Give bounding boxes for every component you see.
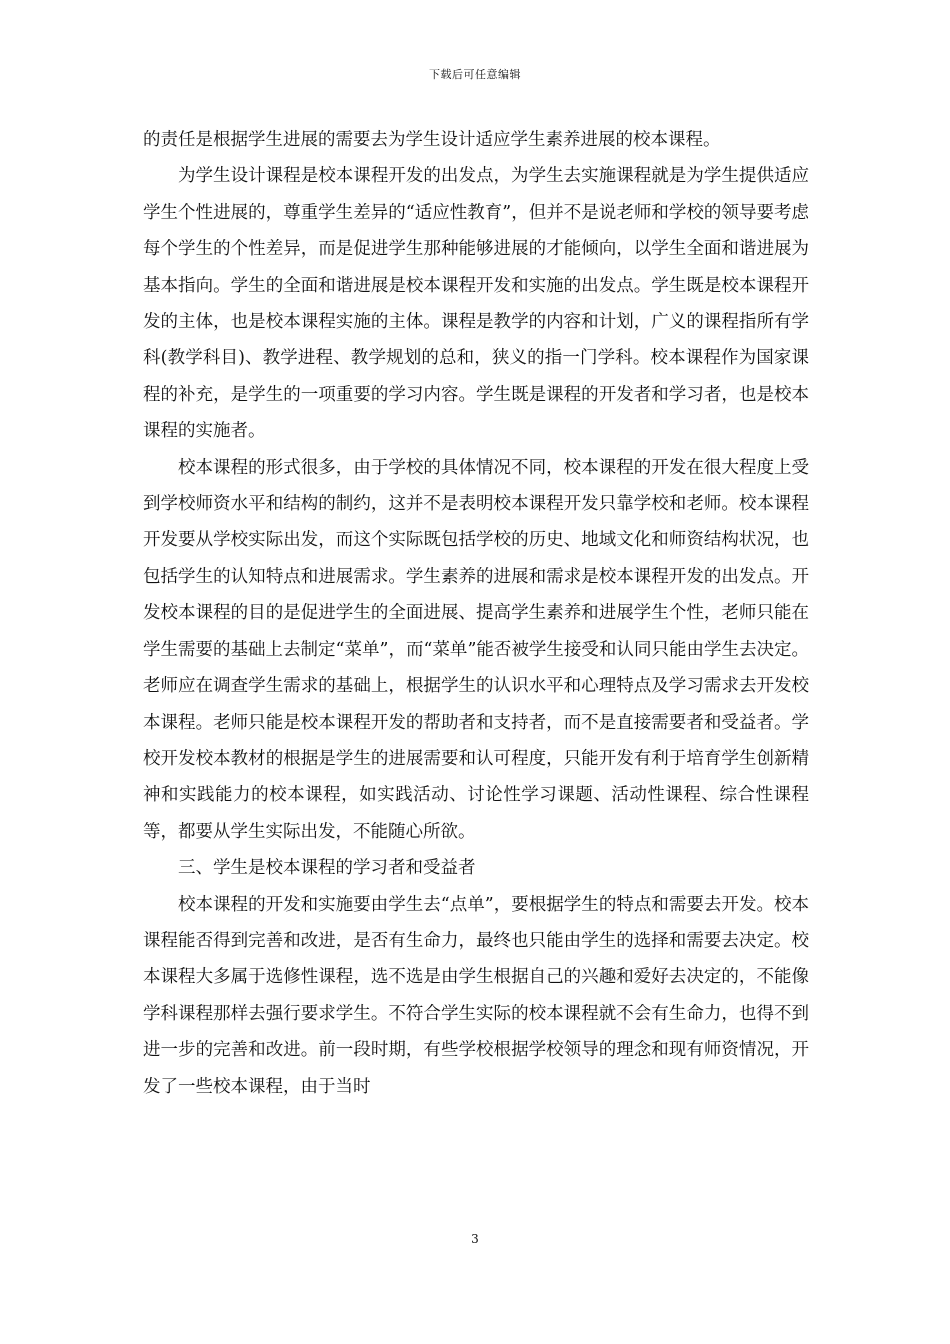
paragraph-4: 校本课程的开发和实施要由学生去“点单”，要根据学生的特点和需要去开发。校本课程能否得到完善和改进，是否有生命力，最终也只能由学生的选择和需要去决定。校本课程大多属于选修性课程，选不选是由学生根据自己的兴趣和爱好去决定的，不能像学科课程那样去强行要求学生。不符合学生实际的校本课程就不会有生命力，也得不到进一步的完善和改进。前一段时期，有些学校根据学校领导的理念和现有师资情况，开发了一些校本课程，由于当时 [143, 894, 809, 1097]
document-body [143, 122, 809, 1105]
paragraph-2: 为学生设计课程是校本课程开发的出发点，为学生去实施课程就是为学生提供适应学生个性进展的，尊重学生差异的“适应性教育”，但并不是说老师和学校的领导要考虑每个学生的个性差异，而是促进学生那种能够进展的才能倾向，以学生全面和谐进展为基本指向。学生的全面和谐进展是校本课程开发和实施的出发点。学生既是校本课程开发的主体，也是校本课程实施的主体。课程是教学的内容和计划，广义的课程指所有学科(教学科目)、教学进程、教学规划的总和，狭义的指一门学科。校本课程作为国家课程的补充，是学生的一项重要的学习内容。学生既是课程的开发者和学习者，也是校本课程的实施者。 [143, 166, 809, 442]
page-number: 3 [471, 1232, 479, 1246]
paragraph-1: 的责任是根据学生进展的需要去为学生设计适应学生素养进展的校本课程。 [143, 130, 721, 150]
page-header: 下载后可任意编辑 [429, 68, 521, 81]
paragraph-3: 校本课程的形式很多，由于学校的具体情况不同，校本课程的开发在很大程度上受到学校师资水平和结构的制约，这并不是表明校本课程开发只靠学校和老师。校本课程开发要从学校实际出发，而这个实际既包括学校的历史、地域文化和师资结构状况，也包括学生的认知特点和进展需求。学生素养的进展和需求是校本课程开发的出发点。开发校本课程的目的是促进学生的全面进展、提高学生素养和进展学生个性，老师只能在学生需要的基础上去制定“菜单”，而“菜单”能否被学生接受和认同只能由学生去决定。老师应在调查学生需求的基础上，根据学生的认识水平和心理特点及学习需求去开发校本课程。老师只能是校本课程开发的帮助者和支持者，而不是直接需要者和受益者。学校开发校本教材的根据是学生的进展需要和认可程度，只能开发有利于培育学生创新精神和实践能力的校本课程，如实践活动、讨论性学习课题、活动性课程、综合性课程等，都要从学生实际出发，不能随心所欲。 [143, 457, 809, 842]
section-heading: 三、学生是校本课程的学习者和受益者 [178, 858, 476, 879]
